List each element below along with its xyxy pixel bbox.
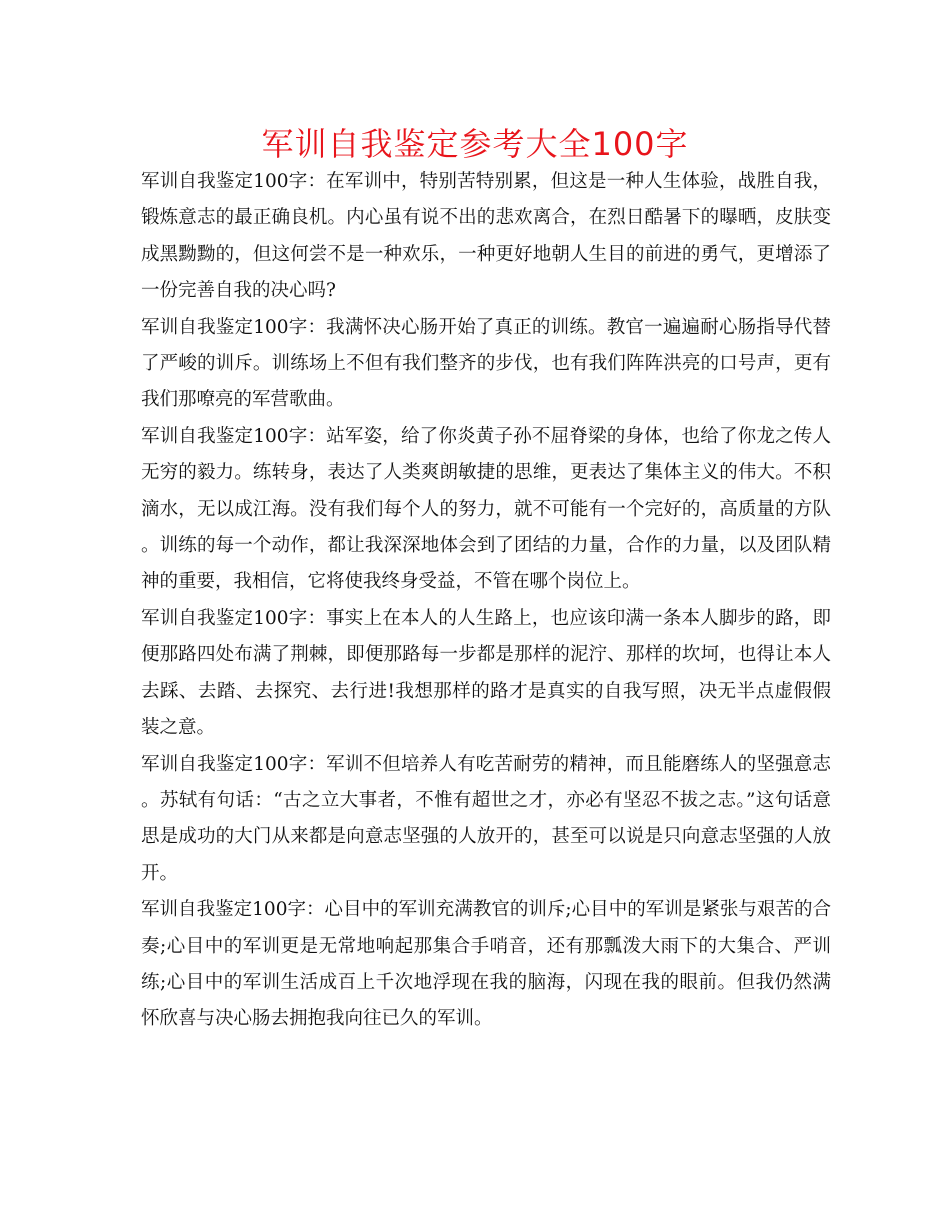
- paragraph: 军训自我鉴定100字：军训不但培养人有吃苦耐劳的精神，而且能磨练人的坚强意志。苏轼有句话：“古之立大事者，不惟有超世之才，亦必有坚忍不拔之志。”这句话意思是成功的大门从来都是向意志坚强的人放开的，甚至可以说是只向意志坚强的人放开。: [141, 753, 831, 884]
- paragraph: 军训自我鉴定100字：心目中的军训充满教官的训斥;心目中的军训是紧张与艰苦的合奏;心目中的军训更是无常地响起那集合手哨音，还有那瓢泼大雨下的大集合、严训练;心目中的军训生活成百上千次地浮现在我的脑海，闪现在我的眼前。但我仍然满怀欣喜与决心肠去拥抱我向往已久的军训。: [141, 899, 831, 1030]
- document-title: 军训自我鉴定参考大全100字: [261, 125, 689, 163]
- document-body: [141, 164, 831, 1038]
- paragraph: 军训自我鉴定100字：我满怀决心肠开始了真正的训练。教官一遍遍耐心肠指导代替了严峻的训斥。训练场上不但有我们整齐的步伐，也有我们阵阵洪亮的口号声，更有我们那嘹亮的军营歌曲。: [141, 316, 831, 411]
- paragraph: 军训自我鉴定100字：事实上在本人的人生路上，也应该印满一条本人脚步的路，即便那路四处布满了荆棘，即便那路每一步都是那样的泥泞、那样的坎坷，也得让本人去踩、去踏、去探究、去行进!我想那样的路才是真实的自我写照，决无半点虚假假装之意。: [141, 607, 831, 739]
- paragraph: 军训自我鉴定100字：在军训中，特别苦特别累，但这是一种人生体验，战胜自我，锻炼意志的最正确良机。内心虽有说不出的悲欢离合，在烈日酷暑下的曝晒，皮肤变成黑黝黝的，但这何尝不是一种欢乐，一种更好地朝人生目的前进的勇气，更增添了一份完善自我的决心吗?: [141, 171, 831, 302]
- paragraph: 军训自我鉴定100字：站军姿，给了你炎黄子孙不屈脊梁的身体，也给了你龙之传人无穷的毅力。练转身，表达了人类爽朗敏捷的思维，更表达了集体主义的伟大。不积滴水，无以成江海。没有我们每个人的努力，就不可能有一个完好的，高质量的方队。训练的每一个动作，都让我深深地体会到了团结的力量，合作的力量，以及团队精神的重要，我相信，它将使我终身受益，不管在哪个岗位上。: [141, 425, 831, 593]
